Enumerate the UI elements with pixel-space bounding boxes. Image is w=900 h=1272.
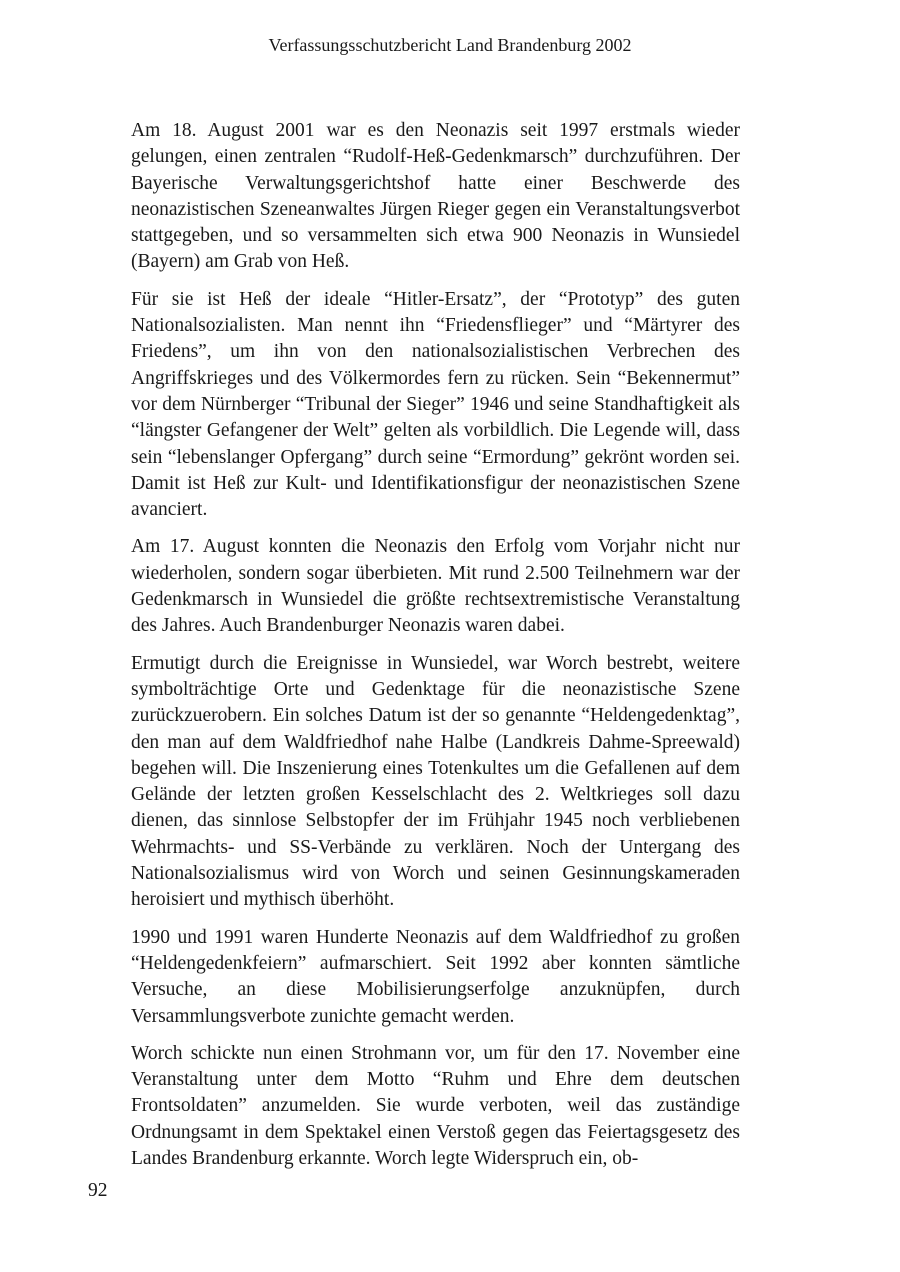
body-text bbox=[131, 118, 740, 1183]
paragraph-wunsiedel-2002: Am 17. August konnten die Neonazis den Erfolg vom Vorjahr nicht nur wiederholen, sondern sogar überbieten. Mit rund 2.500 Teilnehmern war der Gedenkmarsch in Wunsiedel die größte rechtsextremistische Veranstaltung des Jahres. Auch Brandenburger Neonazis waren dabei. bbox=[131, 536, 740, 637]
page-number: 92 bbox=[88, 1180, 108, 1201]
paragraph-waldfriedhof-1990-1991: 1990 und 1991 waren Hunderte Neonazis auf dem Waldfriedhof zu großen “Heldengedenkfeiern” aufmarschiert. Seit 1992 aber konnten sämtliche Versuche, an diese Mobilisierungserfolge anzuknüpfen, durch Versammlungsverbote zunichte gemacht werden. bbox=[131, 926, 740, 1027]
paragraph-heldengedenktag-halbe: Ermutigt durch die Ereignisse in Wunsiedel, war Worch bestrebt, weitere symbolträchtige Orte und Gedenktage für die neonazistische Szene zurückzuerobern. Ein solches Datum ist der so genannte “Heldengedenktag”, den man auf dem Waldfriedhof nahe Halbe (Landkreis Dahme-Spreewald) begehen will. Die Inszenierung eines Totenkultes um die Gefallenen auf dem Gelände der letzten großen Kesselschlacht des 2. Weltkrieges soll dazu dienen, das sinnlose Selbstopfer der im Frühjahr 1945 noch verbliebenen Wehrmachts- und SS-Verbände zu verklären. Noch der Untergang des Nationalsozialismus wird von Worch und seinen Gesinnungskameraden heroisiert und mythisch überhöht. bbox=[131, 652, 740, 911]
paragraph-hess-kultfigur: Für sie ist Heß der ideale “Hitler-Ersatz”, der “Prototyp” des guten Nationalsozialisten. Man nennt ihn “Friedensflieger” und “Märtyrer des Friedens”, um ihn von den nationalsozialistischen Verbrechen des Angriffskrieges und des Völkermordes fern zu rücken. Sein “Bekennermut” vor dem Nürnberger “Tribunal der Sieger” 1946 und seine Standhaftigkeit als “längster Gefangener der Welt” gelten als vorbildlich. Die Legende will, dass sein “lebenslanger Opfergang” durch seine “Ermordung” gekrönt worden sei. Damit ist Heß zur Kult- und Identifikationsfigur der neonazistischen Szene avanciert. bbox=[131, 288, 740, 521]
paragraph-hess-gedenkmarsch-2001: Am 18. August 2001 war es den Neonazis seit 1997 erstmals wieder gelungen, einen zentralen “Rudolf-Heß-Gedenkmarsch” durchzuführen. Der Bayerische Verwaltungsgerichtshof hatte einer Beschwerde des neonazistischen Szeneanwaltes Jürgen Rieger gegen ein Veranstaltungsverbot stattgegeben, und so versammelten sich etwa 900 Neonazis in Wunsiedel (Bayern) am Grab von Heß. bbox=[131, 120, 740, 273]
paragraph-worch-strohmann: Worch schickte nun einen Strohmann vor, um für den 17. November eine Veranstaltung unter dem Motto “Ruhm und Ehre dem deutschen Frontsoldaten” anzumelden. Sie wurde verboten, weil das zuständige Ordnungsamt in dem Spektakel einen Verstoß gegen das Feiertagsgesetz des Landes Brandenburg erkannte. Worch legte Widerspruch ein, ob- bbox=[131, 1042, 740, 1169]
running-header: Verfassungsschutzbericht Land Brandenburg 2002 bbox=[268, 35, 632, 55]
